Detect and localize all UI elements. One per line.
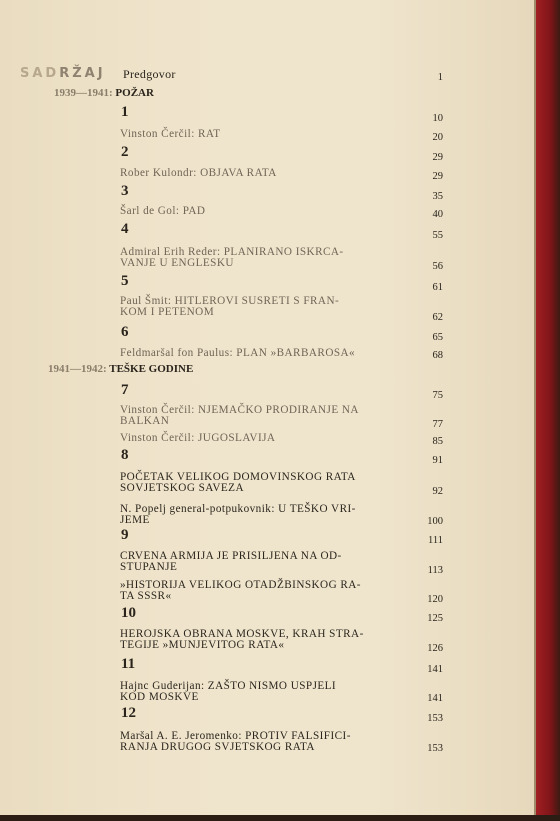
chapter-number: 5 [121,273,129,289]
entry-page: 77 [432,419,443,430]
entry-page: 62 [432,312,443,323]
chapter-number: 6 [121,324,129,340]
toc-entry: Maršal A. E. Jeromenko: PROTIV FALSIFICI- RANJA DRUGOG SVJETSKOG RATA [120,730,351,753]
chapter-number: 3 [121,183,129,199]
background-bottom [0,815,560,821]
toc-entry: Hajnc Guderijan: ZAŠTO NISMO USPJELI KOD MOSKVE [120,680,337,703]
chapter-page: 61 [432,282,443,293]
chapter-page: 65 [432,332,443,343]
toc-entry: Vinston Čerčil: JUGOSLAVIJA [120,432,276,444]
entry-page: 153 [427,743,443,754]
entry-page: 29 [432,171,443,182]
chapter-page: 10 [432,113,443,124]
toc-entry: HEROJSKA OBRANA MOSKVE, KRAH STRA- TEGIJE »MUNJEVITOG RATA« [120,628,364,651]
toc-entry: N. Popelj general-potpukovnik: U TEŠKO VRI- JEME [120,503,356,526]
chapter-number: 7 [121,382,129,398]
entry-page: 120 [427,594,443,605]
chapter-page: 29 [432,152,443,163]
entry-page: 100 [427,516,443,527]
chapter-number: 4 [121,221,129,237]
chapter-number: 8 [121,447,129,463]
entry-page: 92 [432,486,443,497]
toc-entry: Admiral Erih Reder: PLANIRANO ISKRCA- VANJE U ENGLESKU [120,246,344,269]
preface-entry: Predgovor [123,67,176,81]
entry-page: 126 [427,643,443,654]
chapter-page: 55 [432,230,443,241]
book-cover-edge [536,0,560,821]
entry-page: 141 [427,693,443,704]
toc-entry: »HISTORIJA VELIKOG OTADŽBINSKOG RA- TA SSSR« [120,579,361,602]
chapter-number: 10 [121,605,136,621]
chapter-page: 75 [432,390,443,401]
toc-entry: Vinston Čerčil: RAT [120,128,221,140]
toc-entry: Rober Kulondr: OBJAVA RATA [120,167,277,179]
entry-page: 85 [432,436,443,447]
toc-entry: Šarl de Gol: PAD [120,205,206,217]
chapter-number: 11 [121,656,136,672]
period-heading: 1939—1941: POŽAR [54,87,154,99]
chapter-page: 153 [427,713,443,724]
chapter-page: 125 [427,613,443,624]
entry-page: 20 [432,132,443,143]
chapter-page: 91 [432,455,443,466]
chapter-number: 1 [121,104,129,120]
entry-page: 40 [432,209,443,220]
chapter-number: 9 [121,527,129,543]
toc-entry: POČETAK VELIKOG DOMOVINSKOG RATA SOVJETSKOG SAVEZA [120,471,356,494]
entry-page: 113 [427,565,443,576]
period-heading: 1941—1942: TEŠKE GODINE [48,363,194,375]
contents-heading: SADRŽAJ [20,66,106,81]
entry-page: 56 [432,261,443,272]
chapter-page: 111 [428,535,443,546]
toc-entry: Feldmaršal fon Paulus: PLAN »BARBAROSA« [120,347,356,359]
chapter-page: 141 [427,664,443,675]
preface-page: 1 [437,72,443,83]
toc-entry: Paul Šmit: HITLEROVI SUSRETI S FRAN- KOM I PETENOM [120,295,340,318]
chapter-number: 12 [121,705,136,721]
chapter-page: 35 [432,191,443,202]
entry-page: 68 [432,350,443,361]
toc-entry: Vinston Čerčil: NJEMAČKO PRODIRANJE NA BALKAN [120,404,359,427]
chapter-number: 2 [121,144,129,160]
toc-entry: CRVENA ARMIJA JE PRISILJENA NA OD- STUPANJE [120,550,342,573]
